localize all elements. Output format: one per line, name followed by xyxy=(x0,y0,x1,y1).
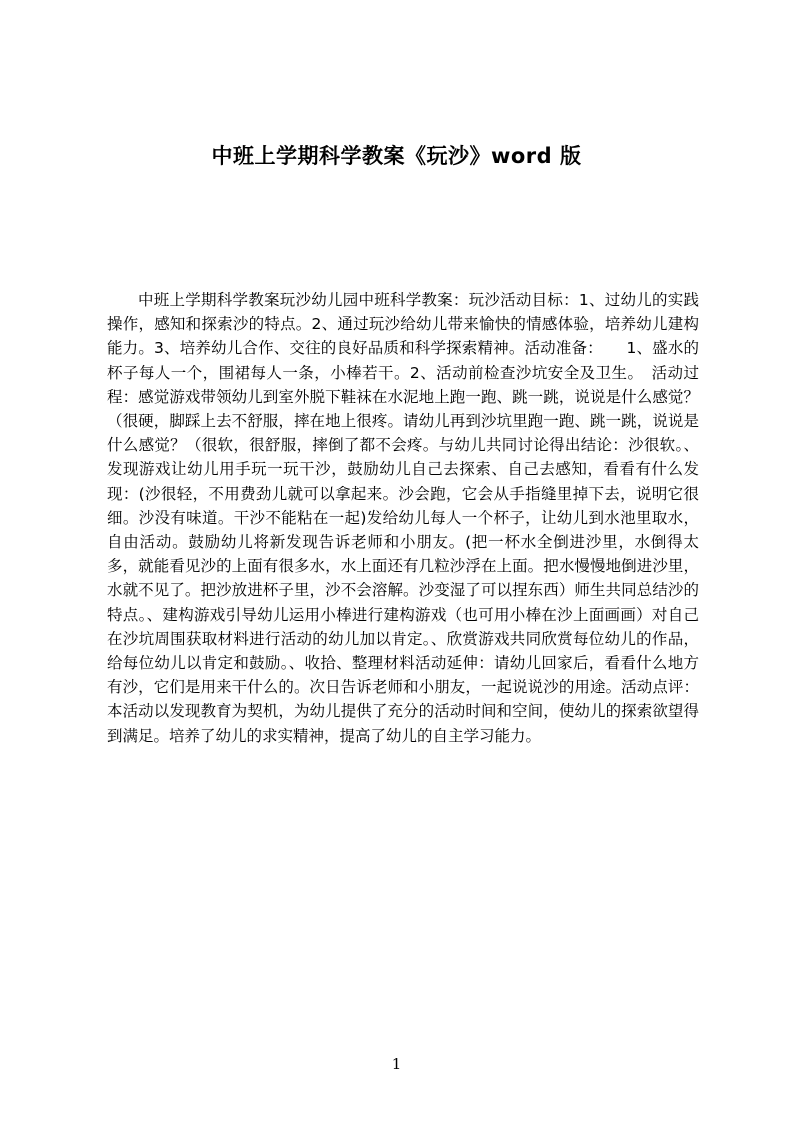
page-title: 中班上学期科学教案《玩沙》word 版 xyxy=(211,144,582,168)
body-paragraph: 中班上学期科学教案玩沙幼儿园中班科学教案：玩沙活动目标：1、过幼儿的实践操作，感知和探索沙的特点。2、通过玩沙给幼儿带来愉快的情感体验，培养幼儿建构能力。3、培养幼儿合作、交往的良好品质和科学探索精神。活动准备： 1、盛水的杯子每人一个，围裙每人一条，小棒若干。2、活动前检查沙坑安全及卫生。 活动过程：感觉游戏带领幼儿到室外脱下鞋袜在水泥地上跑一跑、跳一跳，说说是什么感觉？（很硬，脚踩上去不舒服，摔在地上很疼。请幼儿再到沙坑里跑一跑、跳一跳，说说是什么感觉？（很软，很舒服，摔倒了都不会疼。与幼儿共同讨论得出结论：沙很软。、发现游戏让幼儿用手玩一玩干沙，鼓励幼儿自己去探索、自己去感知，看看有什么发现：(沙很轻，不用费劲儿就可以拿起来。沙会跑，它会从手指缝里掉下去，说明它很细。沙没有味道。干沙不能粘在一起)发给幼儿每人一个杯子，让幼儿到水池里取水，自由活动。鼓励幼儿将新发现告诉老师和小朋友。(把一杯水全倒进沙里，水倒得太多，就能看见沙的上面有很多水，水上面还有几粒沙浮在上面。把水慢慢地倒进沙里，水就不见了。把沙放进杯子里，沙不会溶解。沙变湿了可以捏东西）师生共同总结沙的特点。、建构游戏引导幼儿运用小棒进行建构游戏（也可用小棒在沙上面画画）对自己在沙坑周围获取材料进行活动的幼儿加以肯定。、欣赏游戏共同欣赏每位幼儿的作品，给每位幼儿以肯定和鼓励。、收拾、整理材料活动延伸：请幼儿回家后，看看什么地方有沙，它们是用来干什么的。次日告诉老师和小朋友，一起说说沙的用途。活动点评：本活动以发现教育为契机，为幼儿提供了充分的活动时间和空间，使幼儿的探索欲望得到满足。培养了幼儿的求实精神，提高了幼儿的自主学习能力。 xyxy=(107,291,699,745)
page-number: 1 xyxy=(391,1055,402,1073)
